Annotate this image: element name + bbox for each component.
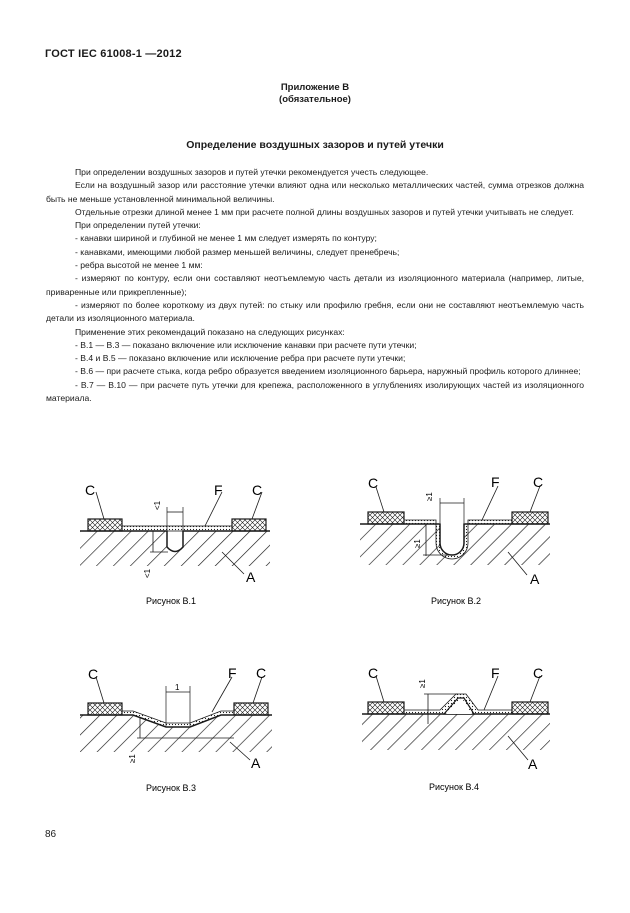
paragraph: - В.6 — при расчете стыка, когда ребро образуется введением изоляционного барьера, наружный профиль которого длиннее;	[75, 366, 581, 377]
label-c: C	[256, 665, 267, 681]
figure-b3	[80, 665, 272, 793]
label-ge1: ≥1	[425, 492, 434, 501]
label-a: A	[528, 756, 538, 772]
figure-b4	[362, 665, 550, 792]
insulating-base	[80, 715, 272, 752]
insulating-base	[362, 714, 550, 750]
label-one: 1	[175, 683, 180, 692]
label-f: F	[214, 482, 223, 498]
paragraph: - В.7 — В.10 — при расчете путь утечки для крепежа, расположенного в углублениях изолирующих частей из изоляционного материала.	[46, 379, 584, 404]
figure-b1	[80, 482, 270, 606]
page-number: 86	[45, 829, 57, 840]
paragraph: - измеряют по более короткому из двух путей: по стыку или профилю гребня, если они не составляют неотъемлемую часть детали из изоляционного материала.	[46, 299, 584, 324]
paragraph: Если на воздушный зазор или расстояние утечки влияют одна или несколько металлических частей, сумма отрезков должна быть не меньше установленной минимальной величины.	[46, 180, 584, 204]
conductive-part-right	[512, 512, 548, 524]
caption-b3: Рисунок В.3	[146, 783, 196, 793]
label-c: C	[252, 482, 263, 498]
paragraph: - канавки шириной и глубиной не менее 1 мм следует измерять по контуру;	[75, 233, 377, 244]
paragraph: При определении путей утечки:	[75, 220, 201, 231]
label-lt1: <1	[143, 568, 152, 578]
section-title: Определение воздушных зазоров и путей утечки	[186, 139, 444, 151]
label-c: C	[368, 475, 379, 491]
conductive-part-left	[88, 703, 122, 715]
label-a: A	[246, 569, 256, 585]
annex-subtitle: (обязательное)	[279, 94, 351, 105]
conductive-part-left	[368, 702, 404, 714]
label-c: C	[533, 665, 544, 681]
label-ge1: ≥1	[413, 539, 422, 548]
caption-b1: Рисунок В.1	[146, 596, 196, 606]
leader-line	[212, 677, 232, 712]
paragraph: Отдельные отрезки длиной менее 1 мм при расчете полной длины воздушных зазоров и путей утечки учитывать не следует.	[75, 206, 574, 217]
caption-b2: Рисунок В.2	[431, 596, 481, 606]
figure-b2	[360, 474, 550, 606]
conductive-part-left	[368, 512, 404, 524]
label-ge1: ≥1	[418, 679, 427, 688]
label-lt1: <1	[153, 500, 162, 510]
caption-b4: Рисунок В.4	[429, 782, 479, 792]
paragraph: - В.1 — В.3 — показано включение или исключение канавки при расчете пути утечки;	[75, 339, 417, 350]
annex-title: Приложение В	[280, 82, 350, 93]
label-f: F	[228, 665, 237, 681]
leader-line	[482, 486, 498, 520]
label-a: A	[251, 755, 261, 771]
paragraph: - ребра высотой не менее 1 мм:	[75, 260, 203, 271]
label-c: C	[85, 482, 96, 498]
label-f: F	[491, 665, 500, 681]
label-a: A	[530, 571, 540, 587]
label-ge1: ≥1	[128, 754, 137, 763]
paragraph: - канавками, имеющими любой размер меньшей величины, следует пренебречь;	[75, 246, 400, 257]
paragraph: - измеряют по контуру, если они составляют неотъемлемую часть детали из изоляционного материала (например, литые, приваренные или прикрепленные);	[46, 273, 584, 297]
conductive-part-right	[234, 703, 268, 715]
paragraph: - В.4 и В.5 — показано включение или исключение ребра при расчете пути утечки;	[75, 353, 406, 364]
conductive-part-right	[232, 519, 266, 531]
label-c: C	[368, 665, 379, 681]
conductive-part-left	[88, 519, 122, 531]
insulating-base	[80, 531, 270, 566]
conductive-part-right	[512, 702, 548, 714]
paragraph: Применение этих рекомендаций показано на следующих рисунках:	[75, 326, 345, 337]
label-c: C	[533, 474, 544, 490]
leader-line	[96, 492, 104, 519]
creepage-path	[122, 526, 232, 531]
paragraph: При определении воздушных зазоров и путей утечки рекомендуется учесть следующее.	[75, 167, 429, 177]
label-c: C	[88, 666, 99, 682]
document-code: ГОСТ IEC 61008-1 —2012	[45, 48, 182, 60]
label-f: F	[491, 474, 500, 490]
leader-line	[484, 676, 498, 710]
